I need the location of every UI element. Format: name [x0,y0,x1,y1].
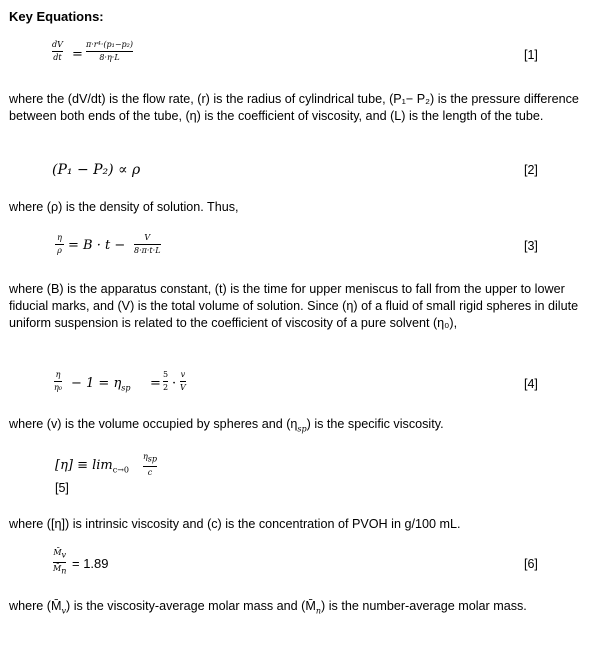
paragraph-5: where ([η]) is intrinsic viscosity and (c) is the concentration of PVOH in g/100 mL. [9,517,461,531]
paragraph-6-start: where (M̄ [9,599,62,613]
eq4-lhs-bar [54,381,62,382]
paragraph-6-middle: ) is the viscosity-average molar mass and (M̄ [66,599,316,613]
eq4-ratio-denominator: V [180,383,186,392]
eq4-const-bar [163,381,168,382]
eq1-rhs-fraction [86,40,133,63]
paragraph-4-subscript: sp [297,424,307,434]
paragraph-6 [9,598,589,620]
paragraph-6-end: ) is the number-average molar mass. [321,599,527,613]
eq1-rhs-bar [86,51,133,52]
eq6-numerator [53,548,66,561]
eq1-lhs-fraction [52,40,63,63]
paragraph-4-end: ) is the specific viscosity. [306,417,444,431]
eq5-number: [5] [55,481,69,495]
eq4-const-denominator: 2 [163,383,169,392]
eq6-denominator-subscript: n [61,566,67,576]
eq5-fraction-numerator [143,452,157,465]
eq6-number: [6] [524,557,538,571]
eq5-bar [143,466,157,467]
eq2-expression: (P₁ − P₂) ∝ ρ [52,162,141,178]
eq4-lhs-numerator: η [55,370,61,379]
eq5-fraction [143,452,157,478]
eq6-fraction [53,548,66,576]
eq1-equals: = [72,47,83,62]
paragraph-3: where (B) is the apparatus constant, (t) is the time for upper meniscus to fall from the upper to lower fiducial marks, and (V) is the total volume of solution. Since (η) of a fluid of small rigid spheres in dilute uniform suspension is related to the coefficient of viscosity of a pure solvent (η₀), [9,282,579,330]
eq4-middle [71,376,130,393]
eq4-middle-text: − 1 = η [71,376,122,391]
eq5-expression-text: [η] ≡ lim [55,458,113,473]
eq1-number: [1] [524,48,538,62]
eq6-bar [53,562,66,563]
eq6-denominator [53,564,66,577]
eq4-number: [4] [524,377,538,391]
eq4-middle-subscript: sp [121,383,131,393]
eq3-lhs-fraction [55,233,64,256]
eq3-lhs-bar [55,244,64,245]
eq6-rhs: = 1.89 [72,556,109,571]
eq3-number: [3] [524,239,538,253]
paragraph-2: where (ρ) is the density of solution. Thus, [9,200,239,214]
eq3-rhs-numerator: V [144,233,151,242]
eq1-rhs-numerator: π·r⁴·(p₁−p₂) [86,40,133,49]
eq6-numerator-text: M̄ [53,548,62,557]
paragraph-6-subscript-1: v [61,606,67,616]
eq5-expression [55,458,129,475]
eq4-const-numerator: 5 [163,370,169,379]
eq4-lhs-denominator: η₀ [54,383,62,392]
eq3-rhs-bar [134,244,161,245]
eq1-lhs-denominator: dt [53,53,62,62]
eq3-rhs-denominator: 8·π·t·L [134,246,161,255]
paragraph-6-subscript-2: n [315,606,322,616]
eq5-numerator-subscript: sp [147,454,158,464]
eq5-numerator-text: η [143,452,148,461]
eq4-equals: = [150,376,161,391]
paragraph-4-start: where (v) is the volume occupied by spheres and (η [9,417,298,431]
eq4-ratio-fraction [180,370,186,393]
eq4-dot: · [172,376,177,391]
eq3-middle: = B · t − [68,238,126,253]
eq2-number: [2] [524,163,538,177]
paragraph-4 [9,416,589,438]
eq1-rhs-denominator: 8·η·L [99,53,120,62]
eq5-fraction-denominator: c [147,467,153,477]
eq6-denominator-text: M̄ [53,563,62,573]
eq1-lhs-numerator: dV [52,40,63,49]
eq6-numerator-subscript: v [61,550,67,560]
eq3-lhs-numerator: η [57,233,62,242]
eq3-lhs-denominator: ρ [57,246,62,255]
eq4-ratio-bar [180,381,186,382]
section-heading: Key Equations: [9,9,104,24]
eq4-ratio-numerator: v [180,370,186,379]
eq4-lhs-fraction [54,370,62,393]
eq3-rhs-fraction [134,233,161,256]
eq5-limit-subscript: c→0 [112,465,130,475]
eq4-const-fraction [163,370,168,393]
eq1-lhs-bar [52,51,63,52]
paragraph-1: where the (dV/dt) is the flow rate, (r) is the radius of cylindrical tube, (P₁− P₂) is the pressure difference between both ends of the tube, (η) is the coefficient of viscosity, and (L) is the length of the tube. [9,92,579,123]
